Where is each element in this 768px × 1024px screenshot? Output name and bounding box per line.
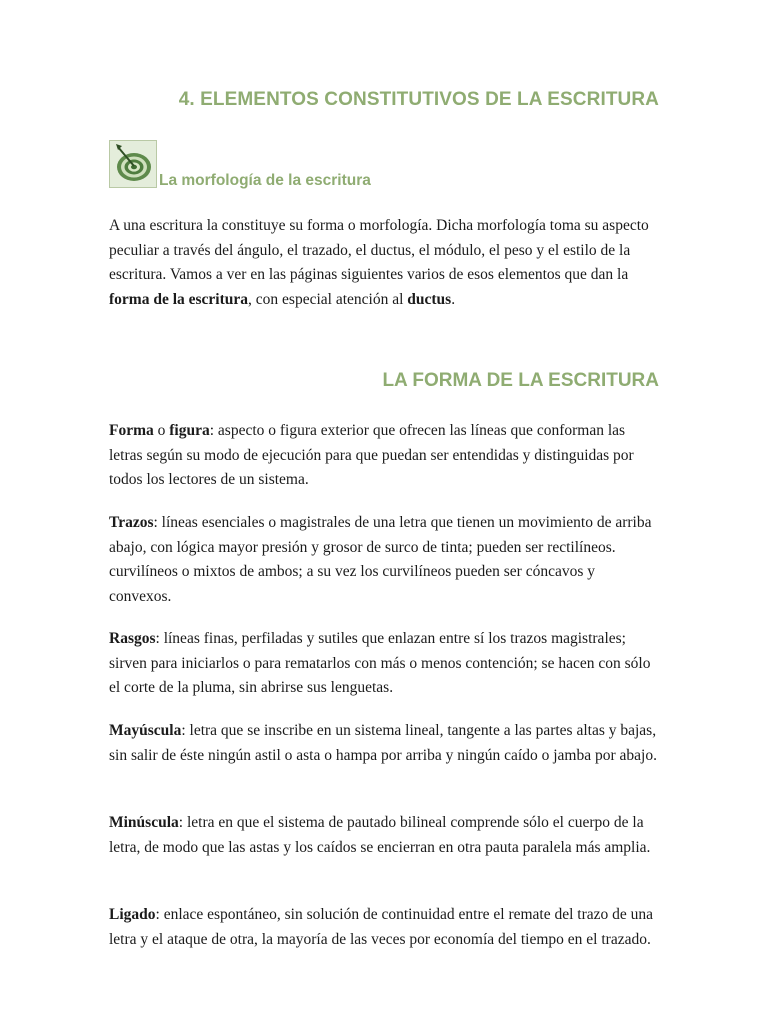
definition-term: Ligado	[109, 906, 156, 923]
definition-mayuscula	[109, 719, 661, 768]
definition-term: Forma	[109, 422, 154, 439]
intro-bold-1: forma de la escritura	[109, 290, 249, 308]
definition-trazos	[109, 511, 661, 609]
definition-forma	[109, 419, 661, 493]
chapter-heading: 4. ELEMENTOS CONSTITUTIVOS DE LA ESCRITURA	[178, 89, 659, 110]
intro-paragraph	[109, 214, 661, 312]
definition-ligado	[109, 903, 661, 952]
definition-text: : letra en que el sistema de pautado bilineal comprende sólo el cuerpo de la letra, de modo que las astas y los caídos se encierran en otra pauta paralela más amplia.	[109, 814, 651, 856]
definition-rasgos	[109, 627, 661, 701]
intro-text-2: , con especial atención al	[248, 290, 408, 308]
definition-term: Rasgos	[109, 630, 156, 647]
definition-connector: o	[153, 422, 170, 439]
definition-text: : aspecto o figura exterior que ofrecen las líneas que conforman las letras según su modo de ejecución para que puedan ser entendidas y distinguidas por todos los lectores de un sistema.	[109, 422, 634, 489]
intro-bold-2: ductus	[407, 290, 452, 308]
section-title: LA FORMA DE LA ESCRITURA	[382, 370, 659, 391]
definition-term: Mayúscula	[109, 722, 182, 739]
definition-minuscula	[109, 811, 661, 860]
intro-text-3: .	[451, 290, 456, 308]
definition-text: : líneas finas, perfiladas y sutiles que enlazan entre sí los trazos magistrales; sirven para iniciarlos o para rematarlos con más o menos contención; se hacen con sólo el corte de la pluma, sin abrirse sus lenguetas.	[109, 630, 651, 697]
definition-text: : enlace espontáneo, sin solución de continuidad entre el remate del trazo de una letra y el ataque de otra, la mayoría de las veces por economía del tiempo en el trazado.	[109, 906, 654, 948]
definition-term: Trazos	[109, 514, 154, 531]
intro-text-1: A una escritura la constituye su forma o morfología. Dicha morfología toma su aspecto peculiar a través del ángulo, el trazado, el ductus, el módulo, el peso y el estilo de la escritura. Vamos a ver en las páginas siguientes varios de esos elementos que dan la	[109, 217, 649, 284]
subheading-row	[109, 140, 659, 192]
definition-text: : líneas esenciales o magistrales de una letra que tienen un movimiento de arriba abajo, con lógica mayor presión y grosor de surco de tinta; pueden ser rectilíneos. curvilíneos o mixtos de ambos; a su vez los curvilíneos pueden ser cóncavos y convexos.	[109, 514, 652, 605]
target-icon	[109, 140, 157, 188]
definition-term: Minúscula	[109, 814, 179, 831]
definition-term: figura	[169, 422, 210, 439]
section-subheading: La morfología de la escritura	[159, 172, 371, 189]
definition-text: : letra que se inscribe en un sistema lineal, tangente a las partes altas y bajas, sin salir de éste ningún astil o asta o hampa por arriba y ningún caído o jamba por abajo.	[109, 722, 657, 764]
